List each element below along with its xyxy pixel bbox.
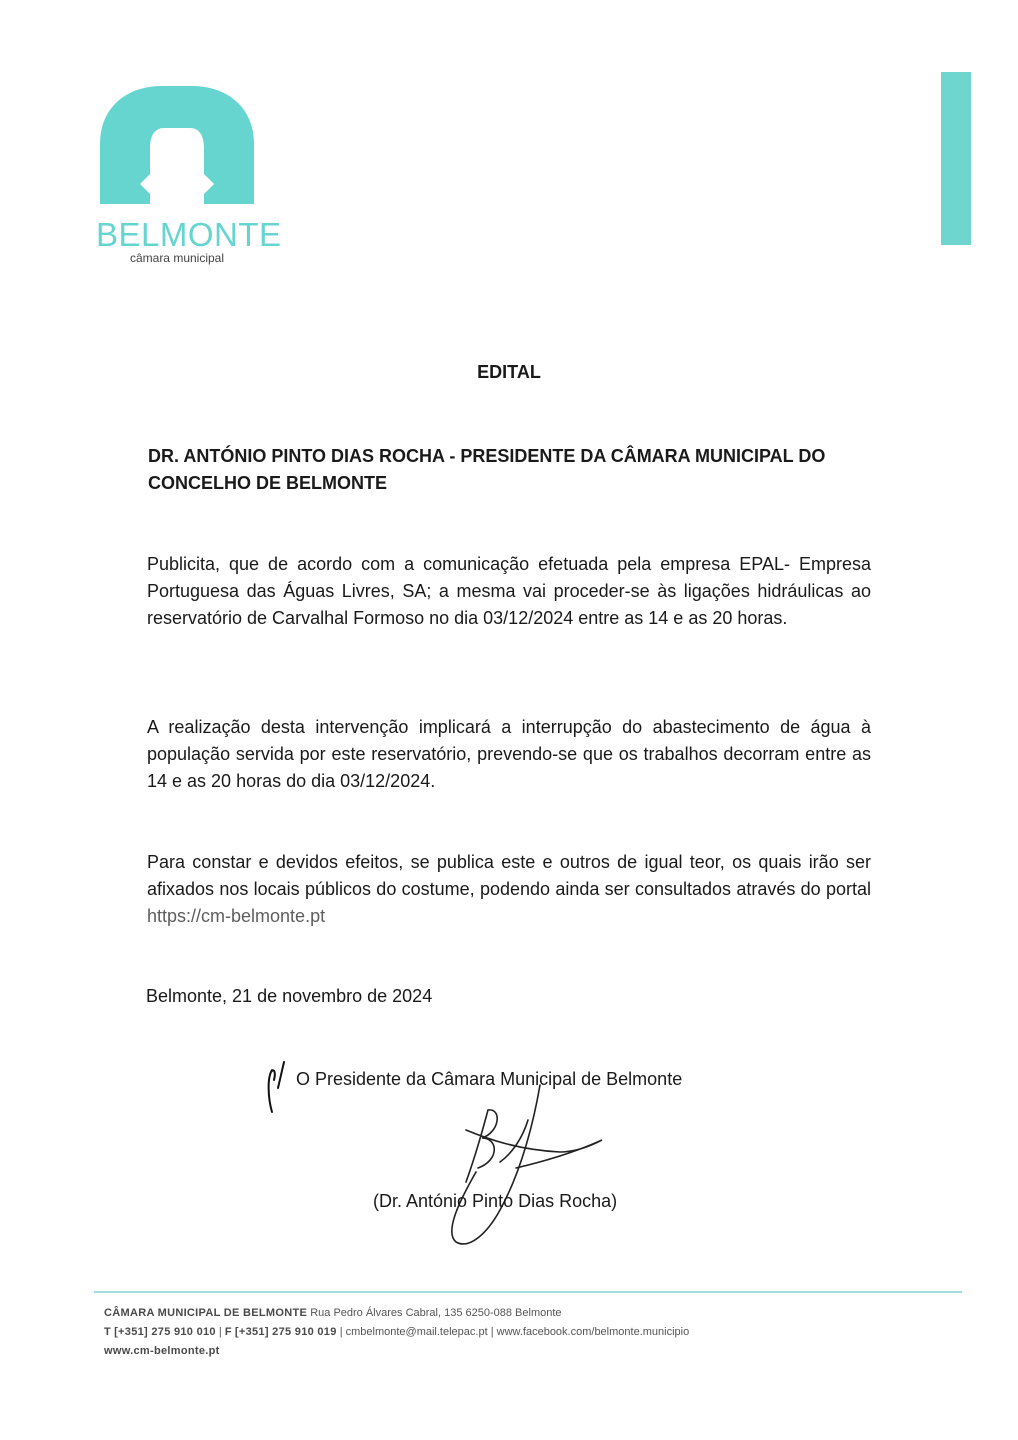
footer-facebook[interactable]: www.facebook.com/belmonte.municipio <box>496 1326 690 1338</box>
paragraph-3 <box>147 849 871 930</box>
logo-name: BELMONTE <box>96 216 282 253</box>
initials-mark-icon <box>262 1058 292 1118</box>
accent-bar <box>941 72 971 245</box>
signature-icon <box>430 1080 610 1250</box>
place-date: Belmonte, 21 de novembro de 2024 <box>146 986 433 1006</box>
signer-role: O Presidente da Câmara Municipal de Belmonte <box>296 1069 683 1089</box>
paragraph-1: Publicita, que de acordo com a comunicação efetuada pela empresa EPAL- Empresa Portuguesa das Águas Livres, SA; a mesma vai proceder-se às ligações hidráulicas ao reservatório de Carvalhal Formoso no dia 03/12/2024 entre as 14 e as 20 horas. <box>147 554 871 628</box>
document-title: EDITAL <box>477 362 541 382</box>
footer-email[interactable]: cmbelmonte@mail.telepac.pt <box>345 1326 488 1338</box>
footer <box>104 1304 964 1361</box>
document-heading: DR. ANTÓNIO PINTO DIAS ROCHA - PRESIDENTE DA CÂMARA MUNICIPAL DO CONCELHO DE BELMONTE <box>148 446 826 493</box>
footer-website[interactable]: www.cm-belmonte.pt <box>104 1345 220 1357</box>
logo-subtitle: câmara municipal <box>129 251 225 265</box>
paragraph-2: A realização desta intervenção implicará a interrupção do abastecimento de água à população servida por este reservatório, prevendo-se que os trabalhos decorram entre as 14 e as 20 horas do dia 03/12/2024. <box>147 717 871 791</box>
footer-line-1 <box>104 1304 964 1323</box>
footer-address: Rua Pedro Álvares Cabral, 135 6250-088 Belmonte <box>310 1307 562 1319</box>
footer-line-3 <box>104 1342 964 1361</box>
footer-org: CÂMARA MUNICIPAL DE BELMONTE <box>104 1307 308 1319</box>
footer-phone-prefix: T <box>104 1326 112 1338</box>
footer-fax-prefix: F <box>224 1326 232 1338</box>
portal-link[interactable]: https://cm-belmonte.pt <box>147 906 326 926</box>
belmonte-b-emblem-icon <box>100 86 254 204</box>
footer-divider <box>94 1291 962 1293</box>
paragraph-3-text: Para constar e devidos efeitos, se publica este e outros de igual teor, os quais irão ser afixados nos locais públicos do costume, podendo ainda ser consultados através do portal <box>147 852 871 899</box>
footer-fax: [+351] 275 910 019 <box>234 1326 337 1338</box>
footer-line-2: T [+351] 275 910 010 | F [+351] 275 910 019 | cmbelmonte@mail.telepac.pt | www.facebook.com/belmonte.municipio <box>104 1326 690 1338</box>
footer-phone: [+351] 275 910 010 <box>114 1326 216 1338</box>
belmonte-logo <box>96 86 282 266</box>
signer-name: (Dr. António Pinto Dias Rocha) <box>373 1191 618 1211</box>
